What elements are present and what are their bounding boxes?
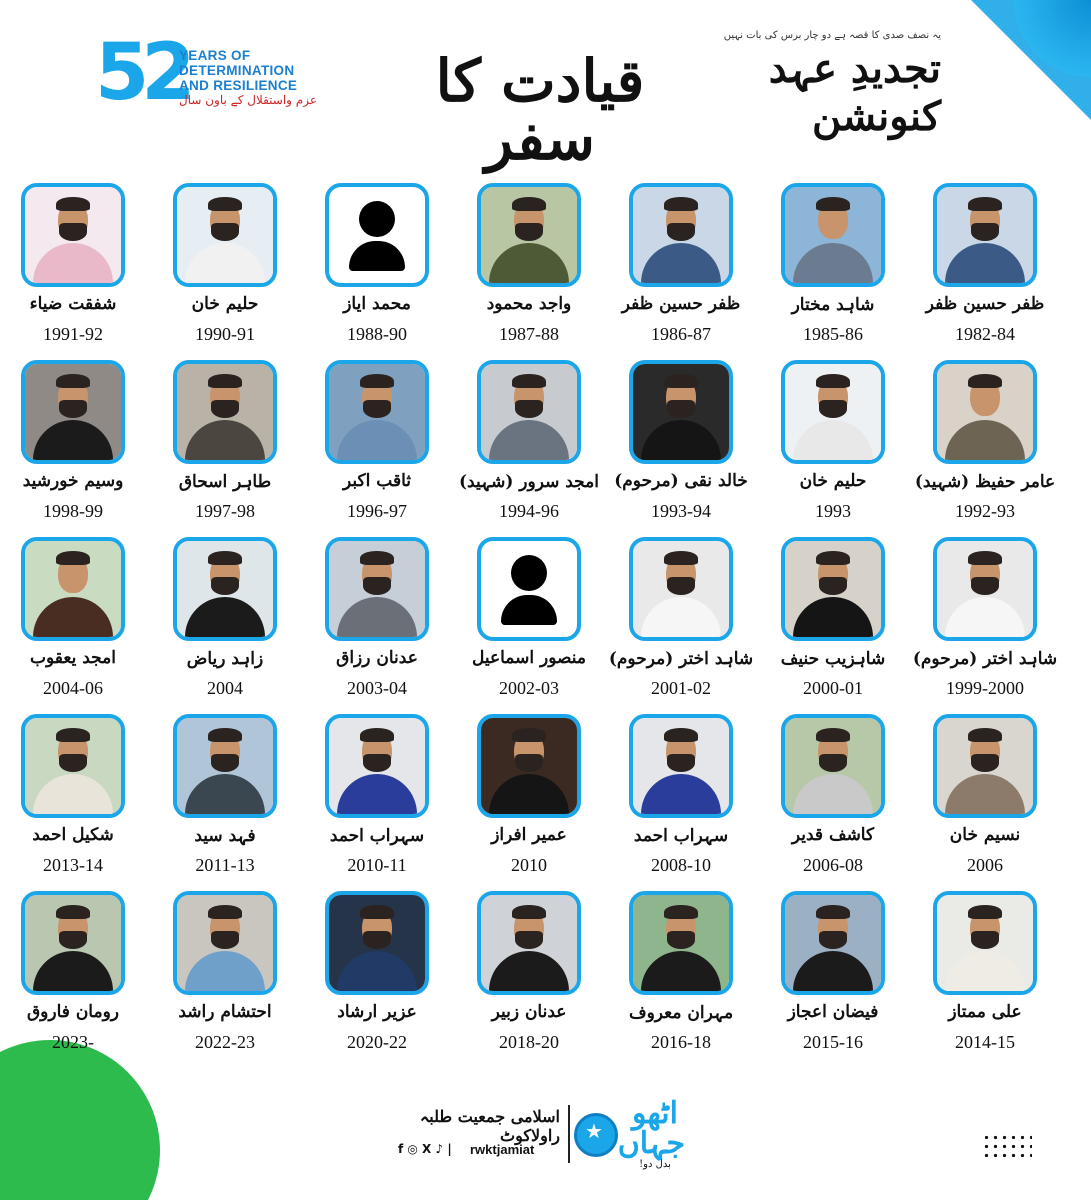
leader-years: 2016-18 (651, 1032, 711, 1052)
leader-portrait (785, 364, 881, 460)
leader-card (301, 180, 453, 357)
leader-years: 1993-94 (651, 501, 711, 521)
leader-portrait (785, 187, 881, 283)
leader-card (149, 180, 301, 357)
leader-years: 2000-01 (803, 678, 863, 698)
leader-name: ظفر حسین ظفر (621, 294, 741, 314)
leader-photo-frame (325, 714, 429, 818)
leader-photo-frame (477, 714, 581, 818)
leader-years: 1992-93 (955, 501, 1015, 521)
leader-portrait (937, 895, 1033, 991)
leader-name: حلیم خان (191, 294, 259, 314)
leader-card (0, 888, 149, 1065)
leader-years: 1982-84 (955, 324, 1015, 344)
leader-years: 2013-14 (43, 855, 103, 875)
footer (0, 1085, 1091, 1185)
leader-photo-frame (325, 360, 429, 464)
leader-photo-frame (933, 891, 1037, 995)
leader-name: شاہد اختر (مرحوم) (912, 649, 1058, 669)
leader-card (757, 180, 909, 357)
leader-photo-frame (21, 537, 125, 641)
leader-photo-frame (173, 714, 277, 818)
header (0, 0, 1091, 173)
leader-card (453, 534, 605, 711)
leader-card (909, 357, 1061, 534)
leader-card (453, 888, 605, 1065)
leader-card (909, 180, 1061, 357)
leader-photo-frame (933, 537, 1037, 641)
leader-photo-frame (629, 537, 733, 641)
leader-card (757, 888, 909, 1065)
leader-name: حلیم خان (799, 471, 867, 491)
leader-portrait (25, 718, 121, 814)
leader-photo-frame (21, 891, 125, 995)
leader-photo-frame (629, 360, 733, 464)
leader-photo-frame (477, 891, 581, 995)
leader-years: 2001-02 (651, 678, 711, 698)
leader-photo-frame (325, 537, 429, 641)
leader-photo-frame (933, 360, 1037, 464)
leader-photo-frame (477, 183, 581, 287)
leader-photo-frame (933, 183, 1037, 287)
leader-photo-frame (173, 891, 277, 995)
leader-photo-frame (173, 360, 277, 464)
leader-photo-frame (933, 714, 1037, 818)
leader-photo-frame (21, 360, 125, 464)
leader-name: شکیل احمد (32, 825, 114, 845)
leader-photo-frame (21, 714, 125, 818)
leader-name: فیضان اعجاز (787, 1002, 879, 1022)
leader-portrait (785, 541, 881, 637)
leader-portrait (937, 187, 1033, 283)
convention-name: تجدیدِ عہد کنونشن (768, 45, 941, 140)
leader-card (757, 534, 909, 711)
leader-portrait (329, 718, 425, 814)
leader-name: عزیر ارشاد (337, 1002, 417, 1022)
leader-portrait (177, 187, 273, 283)
logo-line-2: DETERMINATION (179, 63, 295, 78)
social-icons[interactable]: f ◎ X ♪ | (398, 1142, 452, 1156)
leader-years: 2006-08 (803, 855, 863, 875)
leader-card (453, 711, 605, 888)
social-handle[interactable]: rwktjamiat (470, 1142, 535, 1157)
anniversary-logo (95, 28, 335, 120)
leader-portrait (177, 895, 273, 991)
leader-name: رومان فاروق (26, 1002, 120, 1022)
leader-card (0, 180, 149, 357)
leader-name: عامر حفیظ (شہید) (914, 472, 1056, 492)
leader-photo-frame (21, 183, 125, 287)
leader-card (301, 534, 453, 711)
leader-portrait (937, 541, 1033, 637)
leader-card (605, 888, 757, 1065)
leader-name: خالد نقی (مرحوم) (614, 471, 748, 491)
leader-card (301, 711, 453, 888)
leader-card (909, 888, 1061, 1065)
leader-card (453, 357, 605, 534)
page-title: قیادت کا سفر (435, 47, 645, 173)
campaign-logo (617, 1096, 685, 1170)
leader-portrait (481, 895, 577, 991)
leader-portrait (633, 364, 729, 460)
leader-name: ظفر حسین ظفر (925, 294, 1045, 314)
leader-portrait (177, 364, 273, 460)
leader-photo-frame (629, 891, 733, 995)
leader-name: منصور اسماعیل (471, 648, 586, 668)
leaders-row (26, 888, 1061, 1065)
leader-card (605, 357, 757, 534)
leader-portrait (937, 718, 1033, 814)
leader-card (453, 180, 605, 357)
leader-name: فہد سید (194, 826, 256, 846)
leader-card (605, 534, 757, 711)
leader-name: واجد محمود (486, 294, 572, 314)
campaign-name: اٹھو جہاں (617, 1096, 685, 1161)
leader-name: طاہر اسحاق (178, 472, 272, 492)
leader-portrait (633, 541, 729, 637)
leader-name: مہران معروف (628, 1003, 734, 1023)
campaign-tag: بدل دو! (639, 1159, 671, 1170)
leader-portrait (633, 895, 729, 991)
leader-years: 2014-15 (955, 1032, 1015, 1052)
leader-card (909, 711, 1061, 888)
logo-number: 52 (95, 28, 188, 118)
leader-portrait (633, 718, 729, 814)
leader-years: 2011-13 (195, 855, 255, 875)
leader-years: 2003-04 (347, 678, 407, 698)
leader-portrait (481, 187, 577, 283)
leader-name: عمیر افراز (491, 825, 567, 845)
organization-name: اسلامی جمعیت طلبہ راولاکوٹ (419, 1107, 560, 1145)
convention-logo (711, 30, 941, 141)
leader-photo-frame (173, 183, 277, 287)
leader-card (0, 711, 149, 888)
leader-portrait (481, 718, 577, 814)
leader-name: وسیم خورشید (22, 471, 124, 491)
leader-name: کاشف قدیر (791, 825, 875, 845)
leaders-row (30, 711, 1061, 888)
leader-card (0, 357, 149, 534)
leader-years: 1985-86 (803, 324, 863, 344)
leader-years: 2010-11 (347, 855, 407, 875)
leader-card (149, 534, 301, 711)
dots-decoration (982, 1133, 1032, 1161)
leader-name: شفقت ضیاء (29, 294, 117, 314)
leader-card (149, 711, 301, 888)
leader-years: 1997-98 (195, 501, 255, 521)
leader-years: 2006 (967, 855, 1003, 875)
leader-name: شاہد مختار (791, 295, 875, 315)
leader-portrait (633, 187, 729, 283)
leader-name: امجد سرور (شہید) (459, 472, 599, 492)
leader-years: 1990-91 (195, 324, 255, 344)
leader-name: عدنان زبیر (491, 1002, 567, 1022)
leader-name: امجد یعقوب (30, 648, 116, 668)
leader-years: 2004 (207, 678, 243, 698)
leaders-row (22, 357, 1061, 534)
leader-portrait (25, 895, 121, 991)
logo-line-3: AND RESILIENCE (179, 78, 298, 93)
leader-card (757, 357, 909, 534)
leader-photo-frame (781, 360, 885, 464)
leader-years: 2004-06 (43, 678, 103, 698)
leader-photo-frame (477, 537, 581, 641)
leader-name: زاہد ریاض (186, 649, 264, 669)
leader-photo-frame (781, 183, 885, 287)
leader-photo-frame (325, 183, 429, 287)
leader-card (605, 711, 757, 888)
leader-years: 2018-20 (499, 1032, 559, 1052)
leader-name: عدنان رزاق (336, 648, 418, 668)
leaders-row (30, 180, 1061, 357)
leader-name: نسیم خان (949, 825, 1021, 845)
social-links (398, 1142, 558, 1160)
leader-portrait (937, 364, 1033, 460)
leader-card (149, 888, 301, 1065)
leader-portrait (177, 541, 273, 637)
leader-photo-frame (781, 891, 885, 995)
leader-years: 2008-10 (651, 855, 711, 875)
logo-urdu-tagline: عزم واستقلال کے باون سال (179, 93, 317, 107)
leader-years: 1986-87 (651, 324, 711, 344)
leader-years: 1987-88 (499, 324, 559, 344)
leader-card (757, 711, 909, 888)
leader-years: 1998-99 (43, 501, 103, 521)
leader-years: 2015-16 (803, 1032, 863, 1052)
leader-name: سہراب احمد (329, 826, 425, 846)
leader-card (0, 534, 149, 711)
leader-name: شاہد اختر (مرحوم) (608, 649, 754, 669)
leader-years: 2022-23 (195, 1032, 255, 1052)
leader-portrait (177, 718, 273, 814)
leader-name: ثاقب اکبر (343, 471, 411, 491)
leader-photo-frame (781, 537, 885, 641)
leader-years: 1996-97 (347, 501, 407, 521)
leader-photo-frame (325, 891, 429, 995)
leader-years: 1993 (815, 501, 851, 521)
leader-photo-frame (477, 360, 581, 464)
leader-portrait (785, 718, 881, 814)
leader-portrait (329, 895, 425, 991)
leader-years: 1999-2000 (946, 678, 1024, 698)
leader-portrait (25, 541, 121, 637)
leader-name: سہراب احمد (633, 826, 729, 846)
leader-photo-frame (173, 537, 277, 641)
person-placeholder-icon (481, 541, 577, 637)
footer-divider (568, 1105, 570, 1163)
leader-photo-frame (629, 183, 733, 287)
leaders-row (30, 534, 1061, 711)
leader-name: احتشام راشد (178, 1002, 272, 1022)
leader-years: 1988-90 (347, 324, 407, 344)
leader-name: محمد ایاز (343, 294, 411, 314)
leader-years: 2020-22 (347, 1032, 407, 1052)
leader-photo-frame (629, 714, 733, 818)
convention-tagline: یہ نصف صدی کا قصہ ہے دو چار برس کی بات نہیں (723, 30, 941, 41)
leader-years: 2010 (511, 855, 547, 875)
leader-photo-frame (781, 714, 885, 818)
person-placeholder-icon (329, 187, 425, 283)
leader-portrait (785, 895, 881, 991)
leader-portrait (25, 187, 121, 283)
leader-name: علی ممتاز (948, 1002, 1022, 1022)
leader-card (301, 357, 453, 534)
leader-card (605, 180, 757, 357)
leader-portrait (329, 541, 425, 637)
jamiat-emblem-icon: ★ (574, 1113, 618, 1157)
logo-line-1: YEARS OF (179, 48, 251, 63)
leader-portrait (329, 364, 425, 460)
leader-name: شاہزیب حنیف (780, 649, 886, 669)
leader-portrait (481, 364, 577, 460)
leader-card (301, 888, 453, 1065)
leader-card (149, 357, 301, 534)
leader-card (909, 534, 1061, 711)
leader-portrait (25, 364, 121, 460)
leader-years: 1994-96 (499, 501, 559, 521)
leader-years: 2002-03 (499, 678, 559, 698)
leader-years: 2023- (52, 1032, 94, 1052)
leader-years: 1991-92 (43, 324, 103, 344)
